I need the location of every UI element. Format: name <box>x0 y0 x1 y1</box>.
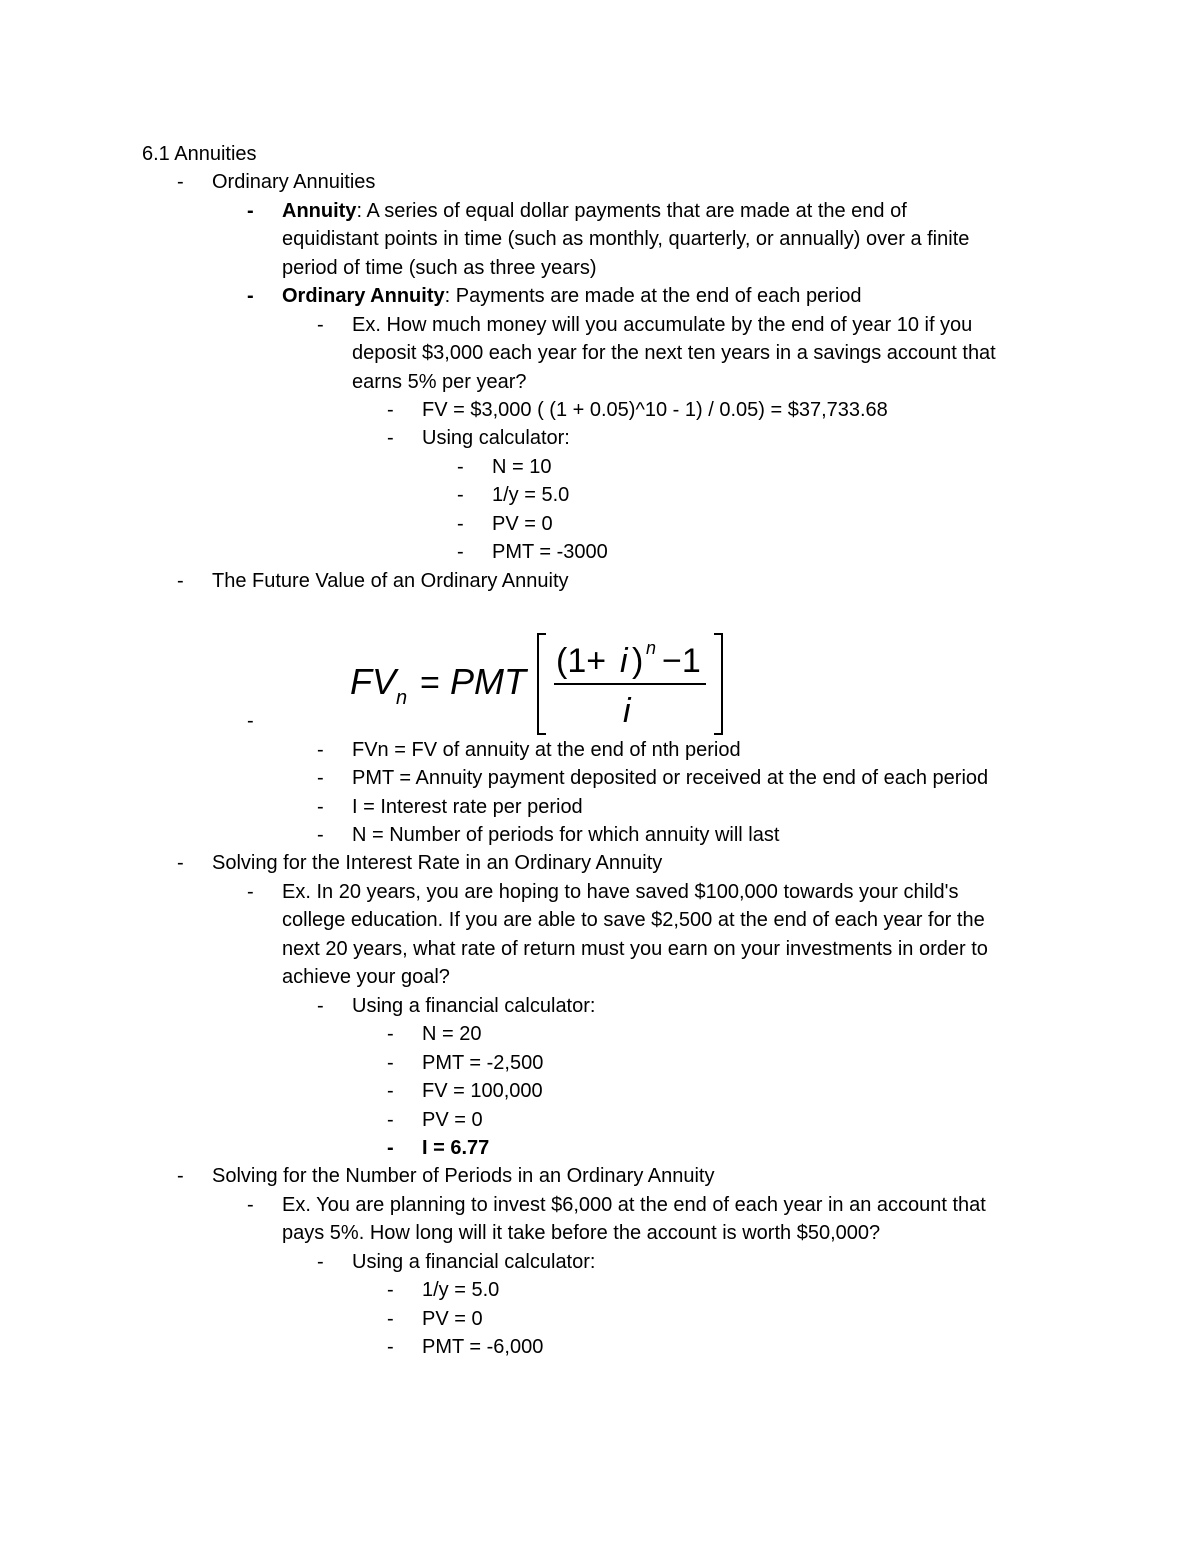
bullet-dash: - <box>457 541 464 563</box>
note-text: N = 20 <box>422 1023 482 1045</box>
note-text: Using a financial calculator: <box>352 995 596 1017</box>
bullet-dash: - <box>457 513 464 535</box>
bullet-dash: - <box>387 1080 394 1102</box>
formula-numerator-i: i <box>620 642 628 680</box>
bullet-dash: - <box>317 1251 324 1273</box>
note-line <box>422 1276 499 1304</box>
term-label: Annuity <box>282 200 357 222</box>
note-text: : A series of equal dollar payments that are made at the end of <box>356 200 907 222</box>
note-text: equidistant points in time (such as monthly, quarterly, or annually) over a finite <box>282 228 970 250</box>
note-line <box>492 481 569 509</box>
note-line <box>282 878 958 906</box>
bullet-dash: - <box>317 796 324 818</box>
note-line <box>352 311 972 339</box>
note-line <box>352 368 527 396</box>
fv-annuity-formula <box>340 628 740 740</box>
note-text: Using calculator: <box>422 427 570 449</box>
note-line <box>422 396 888 424</box>
note-text: pays 5%. How long will it take before the account is worth $50,000? <box>282 1222 881 1244</box>
note-line <box>352 992 595 1020</box>
note-text: 1/y = 5.0 <box>492 484 570 506</box>
bullet-dash: - <box>387 1109 394 1131</box>
note-text: N = Number of periods for which annuity will last <box>352 824 780 846</box>
bullet-dash: - <box>247 710 254 732</box>
bullet-dash: - <box>387 1023 394 1045</box>
note-text: earns 5% per year? <box>352 371 527 393</box>
note-line <box>422 1134 489 1162</box>
note-line <box>492 510 553 538</box>
note-line <box>352 821 779 849</box>
formula-exponent: n <box>646 638 657 658</box>
bullet-dash: - <box>387 1137 394 1159</box>
note-text: N = 10 <box>492 456 552 478</box>
note-text: Ex. In 20 years, you are hoping to have saved $100,000 towards your child's <box>282 881 959 903</box>
note-line <box>282 963 450 991</box>
note-line <box>142 140 257 168</box>
note-text: period of time (such as three years) <box>282 257 597 279</box>
note-text: college education. If you are able to save $2,500 at the end of each year for the <box>282 909 985 931</box>
bullet-dash: - <box>387 1308 394 1330</box>
note-line <box>352 1248 595 1276</box>
note-line <box>352 339 996 367</box>
note-line <box>422 1333 543 1361</box>
note-text: FV = 100,000 <box>422 1080 543 1102</box>
bullet-dash: - <box>317 314 324 336</box>
note-line <box>422 1077 543 1105</box>
note-text: PMT = -2,500 <box>422 1052 544 1074</box>
bullet-dash: - <box>317 767 324 789</box>
note-text: Solving for the Number of Periods in an Ordinary Annuity <box>212 1165 715 1187</box>
bullet-dash: - <box>247 881 254 903</box>
note-line <box>282 282 862 310</box>
bullet-dash: - <box>387 1052 394 1074</box>
note-line <box>422 1049 543 1077</box>
note-text: FV = $3,000 ( (1 + 0.05)^10 - 1) / 0.05) = $37,733.68 <box>422 399 888 421</box>
note-line <box>212 1162 714 1190</box>
note-line <box>282 197 907 225</box>
note-text: next 20 years, what rate of return must you earn on your investments in order to <box>282 938 988 960</box>
bullet-dash: - <box>247 1194 254 1216</box>
note-line <box>492 538 608 566</box>
note-text: Using a financial calculator: <box>352 1251 596 1273</box>
note-line <box>282 906 985 934</box>
term-label: Ordinary Annuity <box>282 285 445 307</box>
note-text: : Payments are made at the end of each period <box>444 285 862 307</box>
note-line <box>422 1305 483 1333</box>
note-line <box>212 849 662 877</box>
note-text: Ordinary Annuities <box>212 171 376 193</box>
note-text: Ex. You are planning to invest $6,000 at the end of each year in an account that <box>282 1194 986 1216</box>
bullet-dash: - <box>457 456 464 478</box>
formula-numerator-left: (1+ <box>556 642 607 680</box>
formula-minus-one: −1 <box>662 642 701 680</box>
formula-lhs-subscript: n <box>396 687 408 709</box>
note-text: PMT = -3000 <box>492 541 608 563</box>
bullet-dash: - <box>457 484 464 506</box>
formula-numerator-right: ) <box>632 642 644 680</box>
formula-pmt: PMT <box>450 661 526 702</box>
note-line <box>422 1106 483 1134</box>
note-line <box>352 764 988 792</box>
note-line <box>282 1191 986 1219</box>
note-text: PMT = Annuity payment deposited or received at the end of each period <box>352 767 989 789</box>
left-bracket <box>538 634 546 734</box>
note-line <box>282 225 969 253</box>
note-text: 1/y = 5.0 <box>422 1279 500 1301</box>
bullet-dash: - <box>317 739 324 761</box>
note-line <box>282 254 597 282</box>
bullet-dash: - <box>247 285 254 307</box>
note-line <box>282 1219 880 1247</box>
bullet-dash: - <box>177 171 184 193</box>
formula-graphic <box>340 628 740 740</box>
bullet-dash: - <box>387 1279 394 1301</box>
note-text: 6.1 Annuities <box>142 143 257 165</box>
bullet-dash: - <box>317 995 324 1017</box>
note-text: deposit $3,000 each year for the next ten years in a savings account that <box>352 342 996 364</box>
note-line <box>212 168 375 196</box>
formula-lhs: FV <box>350 661 397 702</box>
formula-denominator: i <box>623 692 631 730</box>
note-line <box>352 793 583 821</box>
right-bracket <box>714 634 722 734</box>
bullet-dash: - <box>387 427 394 449</box>
note-text: I = Interest rate per period <box>352 796 583 818</box>
note-line <box>422 1020 481 1048</box>
bullet-dash: - <box>247 200 254 222</box>
bullet-dash: - <box>387 399 394 421</box>
note-text: PMT = -6,000 <box>422 1336 544 1358</box>
note-text: Ex. How much money will you accumulate by the end of year 10 if you <box>352 314 973 336</box>
bullet-dash: - <box>177 570 184 592</box>
note-line <box>422 424 570 452</box>
note-line <box>352 736 741 764</box>
note-text: FVn = FV of annuity at the end of nth period <box>352 739 741 761</box>
note-line <box>282 935 988 963</box>
note-line <box>212 567 569 595</box>
note-text: achieve your goal? <box>282 966 450 988</box>
term-label: I = 6.77 <box>422 1137 490 1159</box>
note-text: PV = 0 <box>492 513 553 535</box>
bullet-dash: - <box>177 852 184 874</box>
bullet-dash: - <box>387 1336 394 1358</box>
note-line <box>492 453 551 481</box>
formula-equals: = <box>420 664 440 702</box>
note-text: The Future Value of an Ordinary Annuity <box>212 570 569 592</box>
bullet-dash: - <box>317 824 324 846</box>
note-text: PV = 0 <box>422 1308 483 1330</box>
note-text: PV = 0 <box>422 1109 483 1131</box>
bullet-dash: - <box>177 1165 184 1187</box>
note-text: Solving for the Interest Rate in an Ordinary Annuity <box>212 852 663 874</box>
